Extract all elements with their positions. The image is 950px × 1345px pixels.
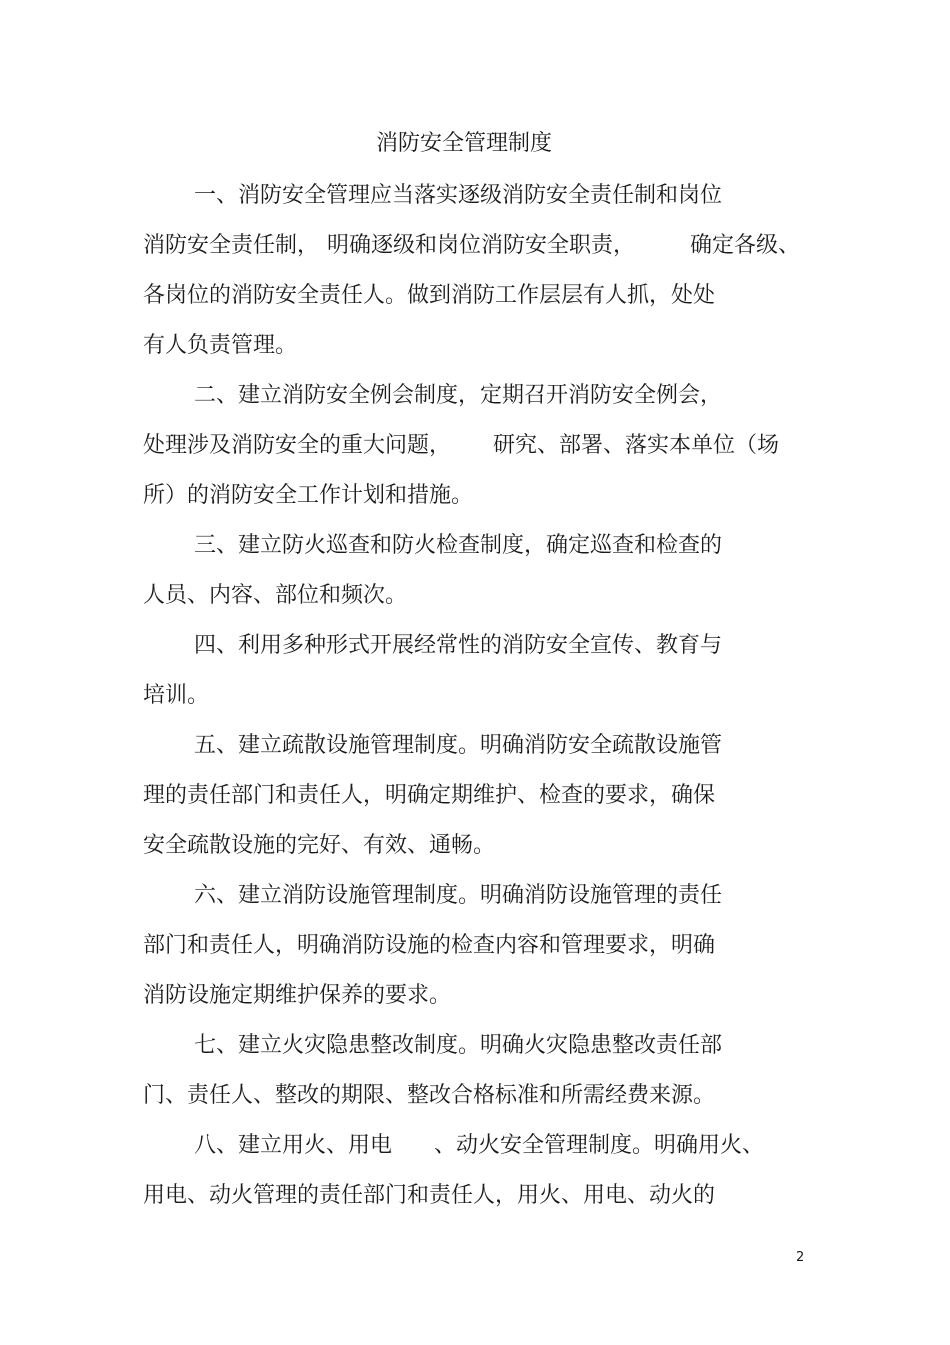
text-fragment: 消防安全责任制， bbox=[143, 233, 320, 258]
paragraph-line bbox=[194, 1130, 765, 1162]
paragraph-line: 部门和责任人，明确消防设施的检查内容和管理要求，明确 bbox=[143, 933, 716, 958]
paragraph-line: 各岗位的消防安全责任人。做到消防工作层层有人抓，处处 bbox=[143, 283, 716, 308]
paragraph-line: 门、责任人、整改的期限、整改合格标准和所需经费来源。 bbox=[143, 1083, 716, 1108]
text-fragment: 明确逐级和岗位消防安全职责， bbox=[327, 233, 636, 258]
text-fragment: 处理涉及消防安全的重大问题， bbox=[143, 433, 452, 458]
paragraph-line: 二、建立消防安全例会制度，定期召开消防安全例会， bbox=[194, 383, 723, 408]
paragraph-line: 三、建立防火巡查和防火检查制度，确定巡查和检查的 bbox=[194, 533, 723, 558]
document-title: 消防安全管理制度 bbox=[375, 131, 552, 156]
text-fragment: 确定各级、 bbox=[690, 233, 801, 258]
page-number: 2 bbox=[796, 1250, 805, 1265]
text-fragment: 研究、部署、落实本单位（场 bbox=[493, 433, 780, 458]
paragraph-line bbox=[143, 230, 801, 262]
paragraph-line bbox=[143, 430, 780, 462]
paragraph-line: 理的责任部门和责任人，明确定期维护、检查的要求，确保 bbox=[143, 783, 716, 808]
paragraph-line: 七、建立火灾隐患整改制度。明确火灾隐患整改责任部 bbox=[194, 1033, 723, 1058]
paragraph-line: 六、建立消防设施管理制度。明确消防设施管理的责任 bbox=[194, 883, 723, 908]
text-fragment: 、动火安全管理制度。明确用火、 bbox=[434, 1133, 765, 1158]
paragraph-line: 四、利用多种形式开展经常性的消防安全宣传、教育与 bbox=[194, 633, 723, 658]
paragraph-line: 人员、内容、部位和频次。 bbox=[143, 583, 408, 608]
paragraph-line: 一、消防安全管理应当落实逐级消防安全责任制和岗位 bbox=[194, 183, 723, 208]
paragraph-line: 消防设施定期维护保养的要求。 bbox=[143, 983, 452, 1008]
paragraph-line: 所）的消防安全工作计划和措施。 bbox=[143, 483, 474, 508]
text-fragment: 八、建立用火、用电 bbox=[194, 1133, 393, 1158]
paragraph-line: 安全疏散设施的完好、有效、通畅。 bbox=[143, 833, 496, 858]
paragraph-line: 培训。 bbox=[143, 683, 210, 708]
paragraph-line: 五、建立疏散设施管理制度。明确消防安全疏散设施管 bbox=[194, 733, 723, 758]
paragraph-line: 用电、动火管理的责任部门和责任人，用火、用电、动火的 bbox=[143, 1183, 716, 1208]
paragraph-line: 有人负责管理。 bbox=[143, 333, 298, 358]
